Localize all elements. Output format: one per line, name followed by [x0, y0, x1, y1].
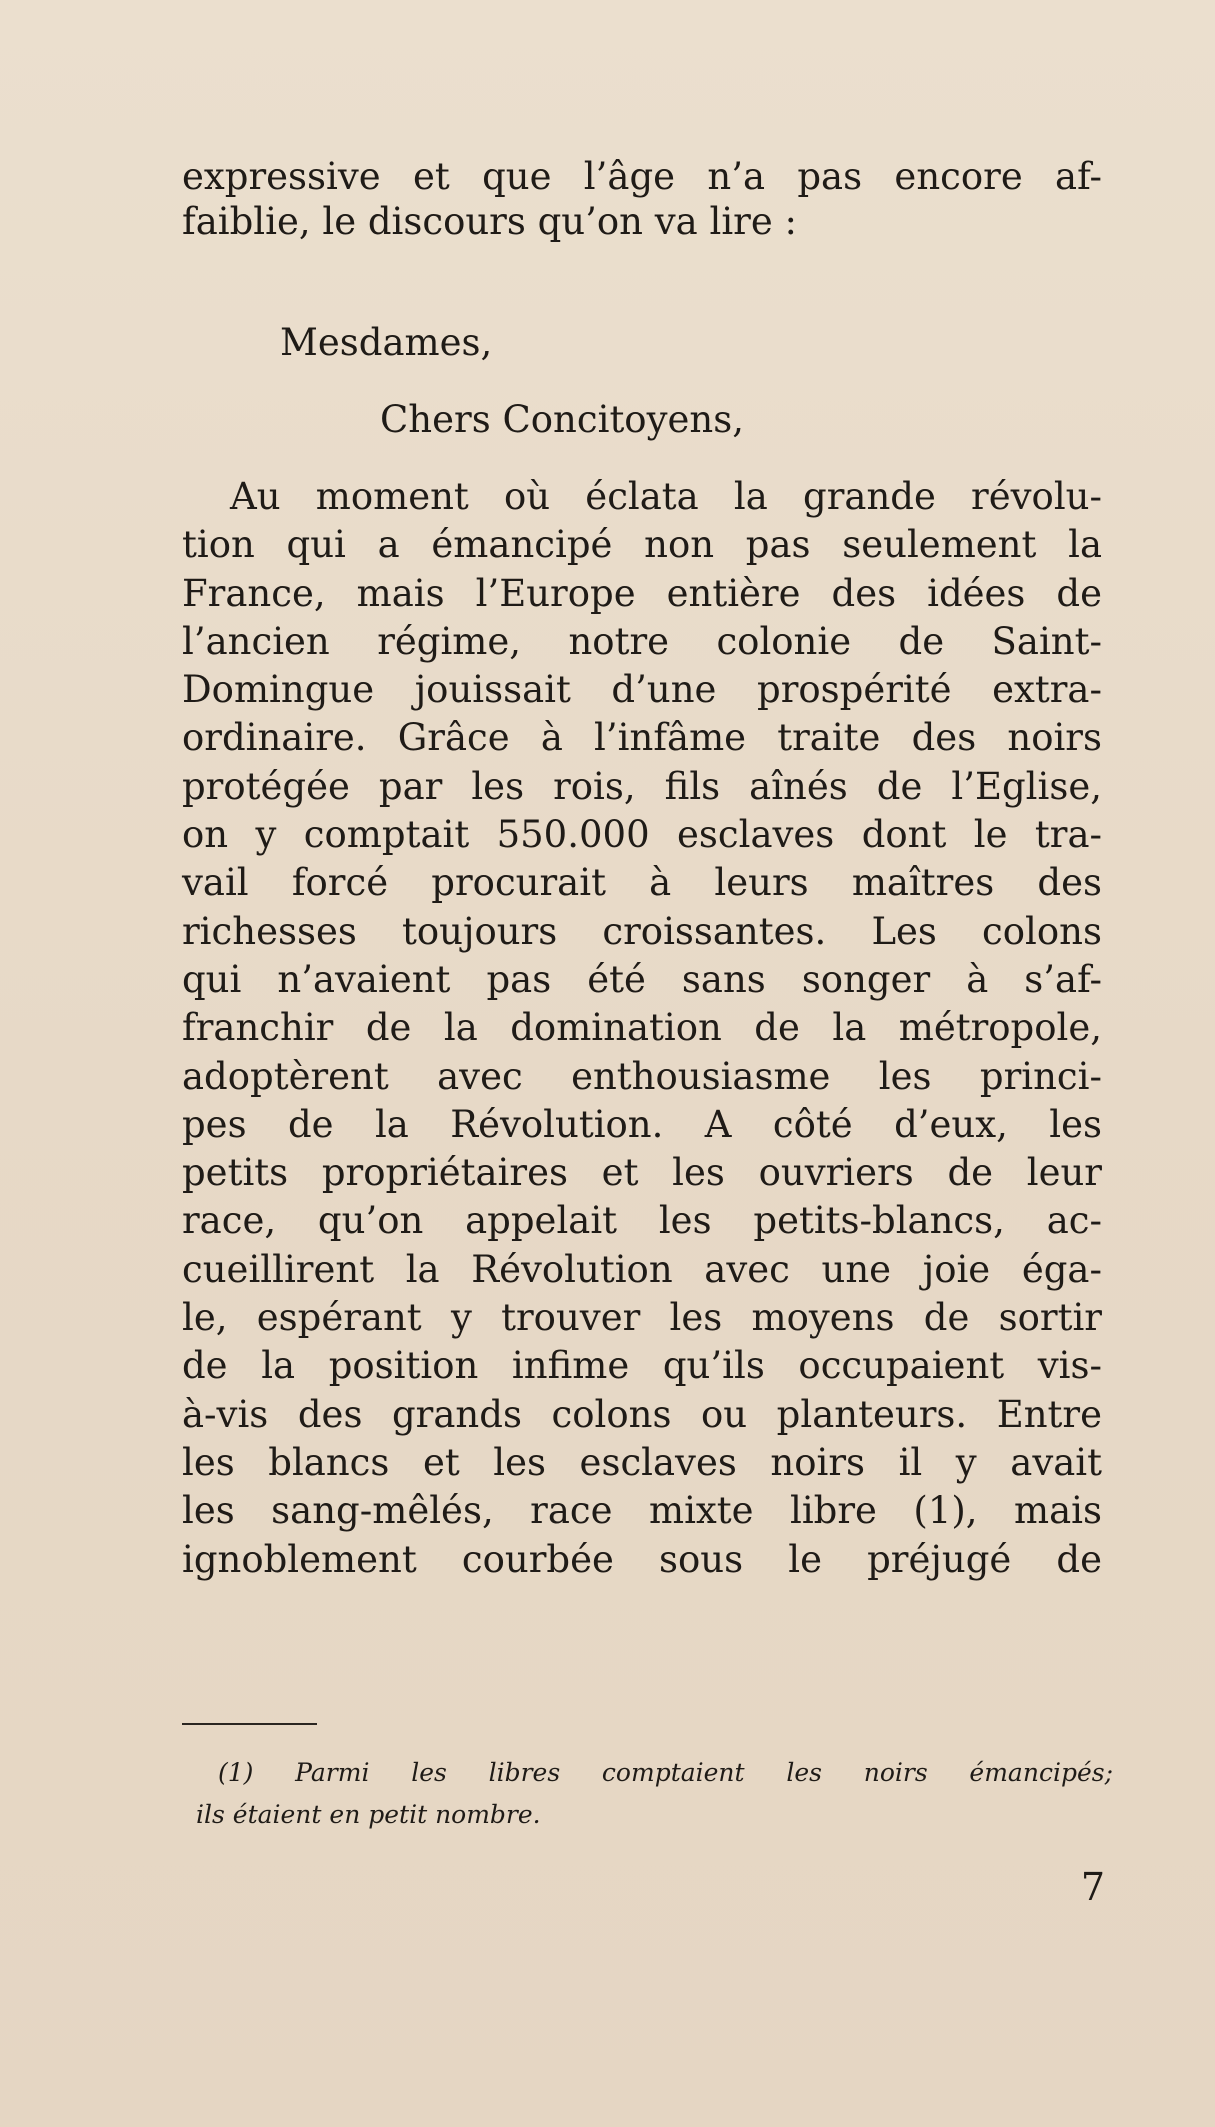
paragraph-line: franchir de la domination de la métropole,	[182, 1006, 1102, 1050]
salutation-concitoyens: Chers Concitoyens,	[380, 398, 744, 441]
paragraph-line: on y comptait 550.000 esclaves dont le tra-	[182, 813, 1102, 857]
salutation-mesdames: Mesdames,	[280, 321, 493, 364]
paragraph-line: les sang-mêlés, race mixte libre (1), mais	[182, 1489, 1102, 1533]
opening-lines	[182, 154, 1102, 244]
paragraph-line: Domingue jouissait d’une prospérité extra-	[182, 668, 1102, 712]
footnote	[196, 1752, 1113, 1836]
paragraph-line: l’ancien régime, notre colonie de Saint-	[182, 619, 1102, 663]
paragraph-line: à-vis des grands colons ou planteurs. Entre	[182, 1392, 1102, 1436]
main-paragraph	[182, 473, 1102, 1584]
paragraph-line: ignoblement courbée sous le préjugé de	[182, 1537, 1102, 1581]
footnote-divider	[182, 1723, 317, 1725]
paragraph-line: les blancs et les esclaves noirs il y avait	[182, 1440, 1102, 1484]
page-number: 7	[1080, 1865, 1105, 1909]
paragraph-line: adoptèrent avec enthousiasme les princi-	[182, 1054, 1102, 1098]
opening-line-2: faiblie, le discours qu’on va lire :	[182, 200, 797, 243]
paragraph-line: pes de la Révolution. A côté d’eux, les	[182, 1102, 1102, 1146]
paragraph-line: protégée par les rois, fils aînés de l’Eglise,	[182, 764, 1102, 808]
footnote-line-1: (1) Parmi les libres comptaient les noirs émancipés;	[218, 1758, 1113, 1787]
paragraph-line: race, qu’on appelait les petits-blancs, ac-	[182, 1199, 1102, 1243]
paragraph-line: petits propriétaires et les ouvriers de leur	[182, 1151, 1102, 1195]
paragraph-line: ordinaire. Grâce à l’infâme traite des noirs	[182, 716, 1102, 760]
paragraph-line: le, espérant y trouver les moyens de sortir	[182, 1296, 1102, 1340]
paragraph-line: vail forcé procurait à leurs maîtres des	[182, 861, 1102, 905]
opening-line-1: expressive et que l’âge n’a pas encore af-	[182, 155, 1102, 198]
paragraph-line: cueillirent la Révolution avec une joie éga-	[182, 1247, 1102, 1291]
paragraph-line: richesses toujours croissantes. Les colons	[182, 909, 1102, 953]
footnote-line-2: ils étaient en petit nombre.	[196, 1800, 541, 1829]
paragraph-line: de la position infime qu’ils occupaient vis-	[182, 1344, 1102, 1388]
paragraph-line: qui n’avaient pas été sans songer à s’af-	[182, 957, 1102, 1001]
paragraph-line: France, mais l’Europe entière des idées de	[182, 571, 1102, 615]
paragraph-line: tion qui a émancipé non pas seulement la	[182, 523, 1102, 567]
paragraph-line: Au moment où éclata la grande révolu-	[230, 475, 1102, 518]
